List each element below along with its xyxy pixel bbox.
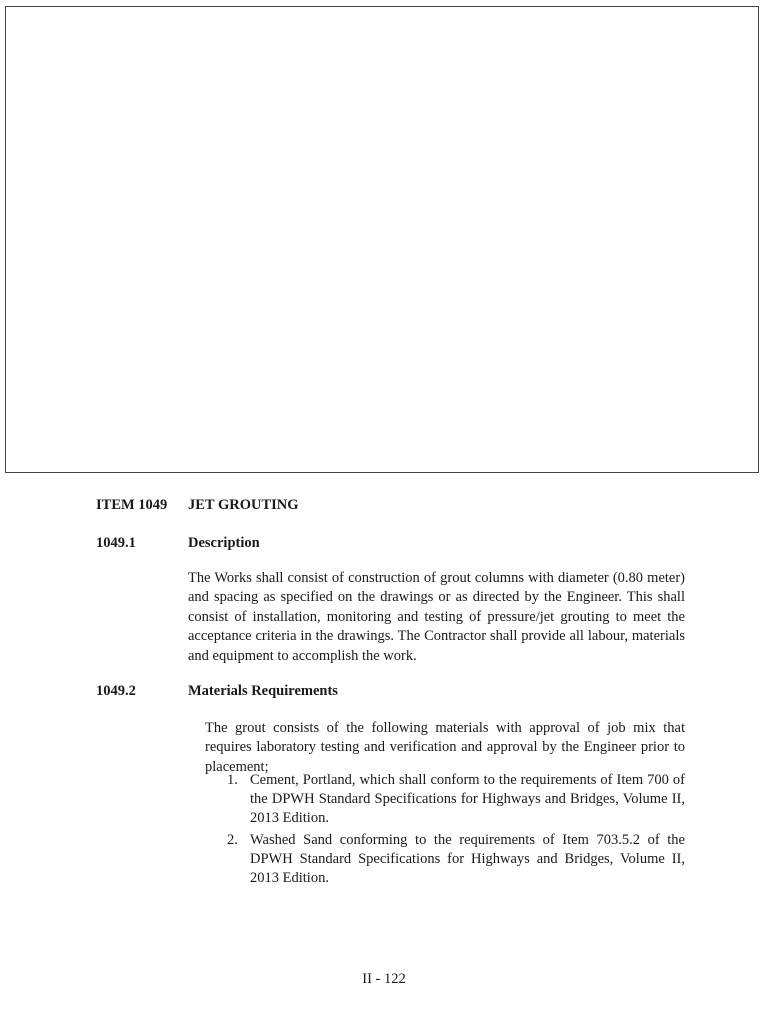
section-2-number: 1049.2 bbox=[96, 683, 136, 699]
section-2-heading: Materials Requirements bbox=[188, 683, 338, 699]
item-title: JET GROUTING bbox=[188, 497, 299, 513]
blank-figure-frame bbox=[5, 6, 759, 473]
list-item-marker: 1. bbox=[227, 772, 238, 788]
page-number: II - 122 bbox=[362, 971, 406, 987]
list-item-text: Washed Sand conforming to the requirements of Item 703.5.2 of the DPWH Standard Specifications for Highways and Bridges, Volume II, 2013 Edition. bbox=[250, 832, 685, 886]
materials-list bbox=[227, 771, 685, 892]
list-item bbox=[227, 771, 685, 827]
section-1-heading: Description bbox=[188, 535, 260, 551]
list-item-marker: 2. bbox=[227, 832, 238, 849]
description-paragraph: The Works shall consist of construction of grout columns with diameter (0.80 meter) and spacing as specified on the drawings or as directed by the Engineer. This shall consist of installation, monitoring and testing of pressure/jet grouting to meet the acceptance criteria in the drawings. The Contractor shall provide all labour, materials and equipment to accomplish the work. bbox=[188, 570, 685, 664]
section-1-number: 1049.1 bbox=[96, 535, 136, 551]
materials-intro-paragraph: The grout consists of the following materials with approval of job mix that requires laboratory testing and verification and approval by the Engineer prior to placement; bbox=[205, 720, 685, 775]
list-item-text: Cement, Portland, which shall conform to the requirements of Item 700 of the DPWH Standard Specifications for Highways and Bridges, Volume II, 2013 Edition. bbox=[250, 772, 685, 826]
list-item bbox=[227, 831, 685, 887]
item-number: ITEM 1049 bbox=[96, 497, 168, 513]
